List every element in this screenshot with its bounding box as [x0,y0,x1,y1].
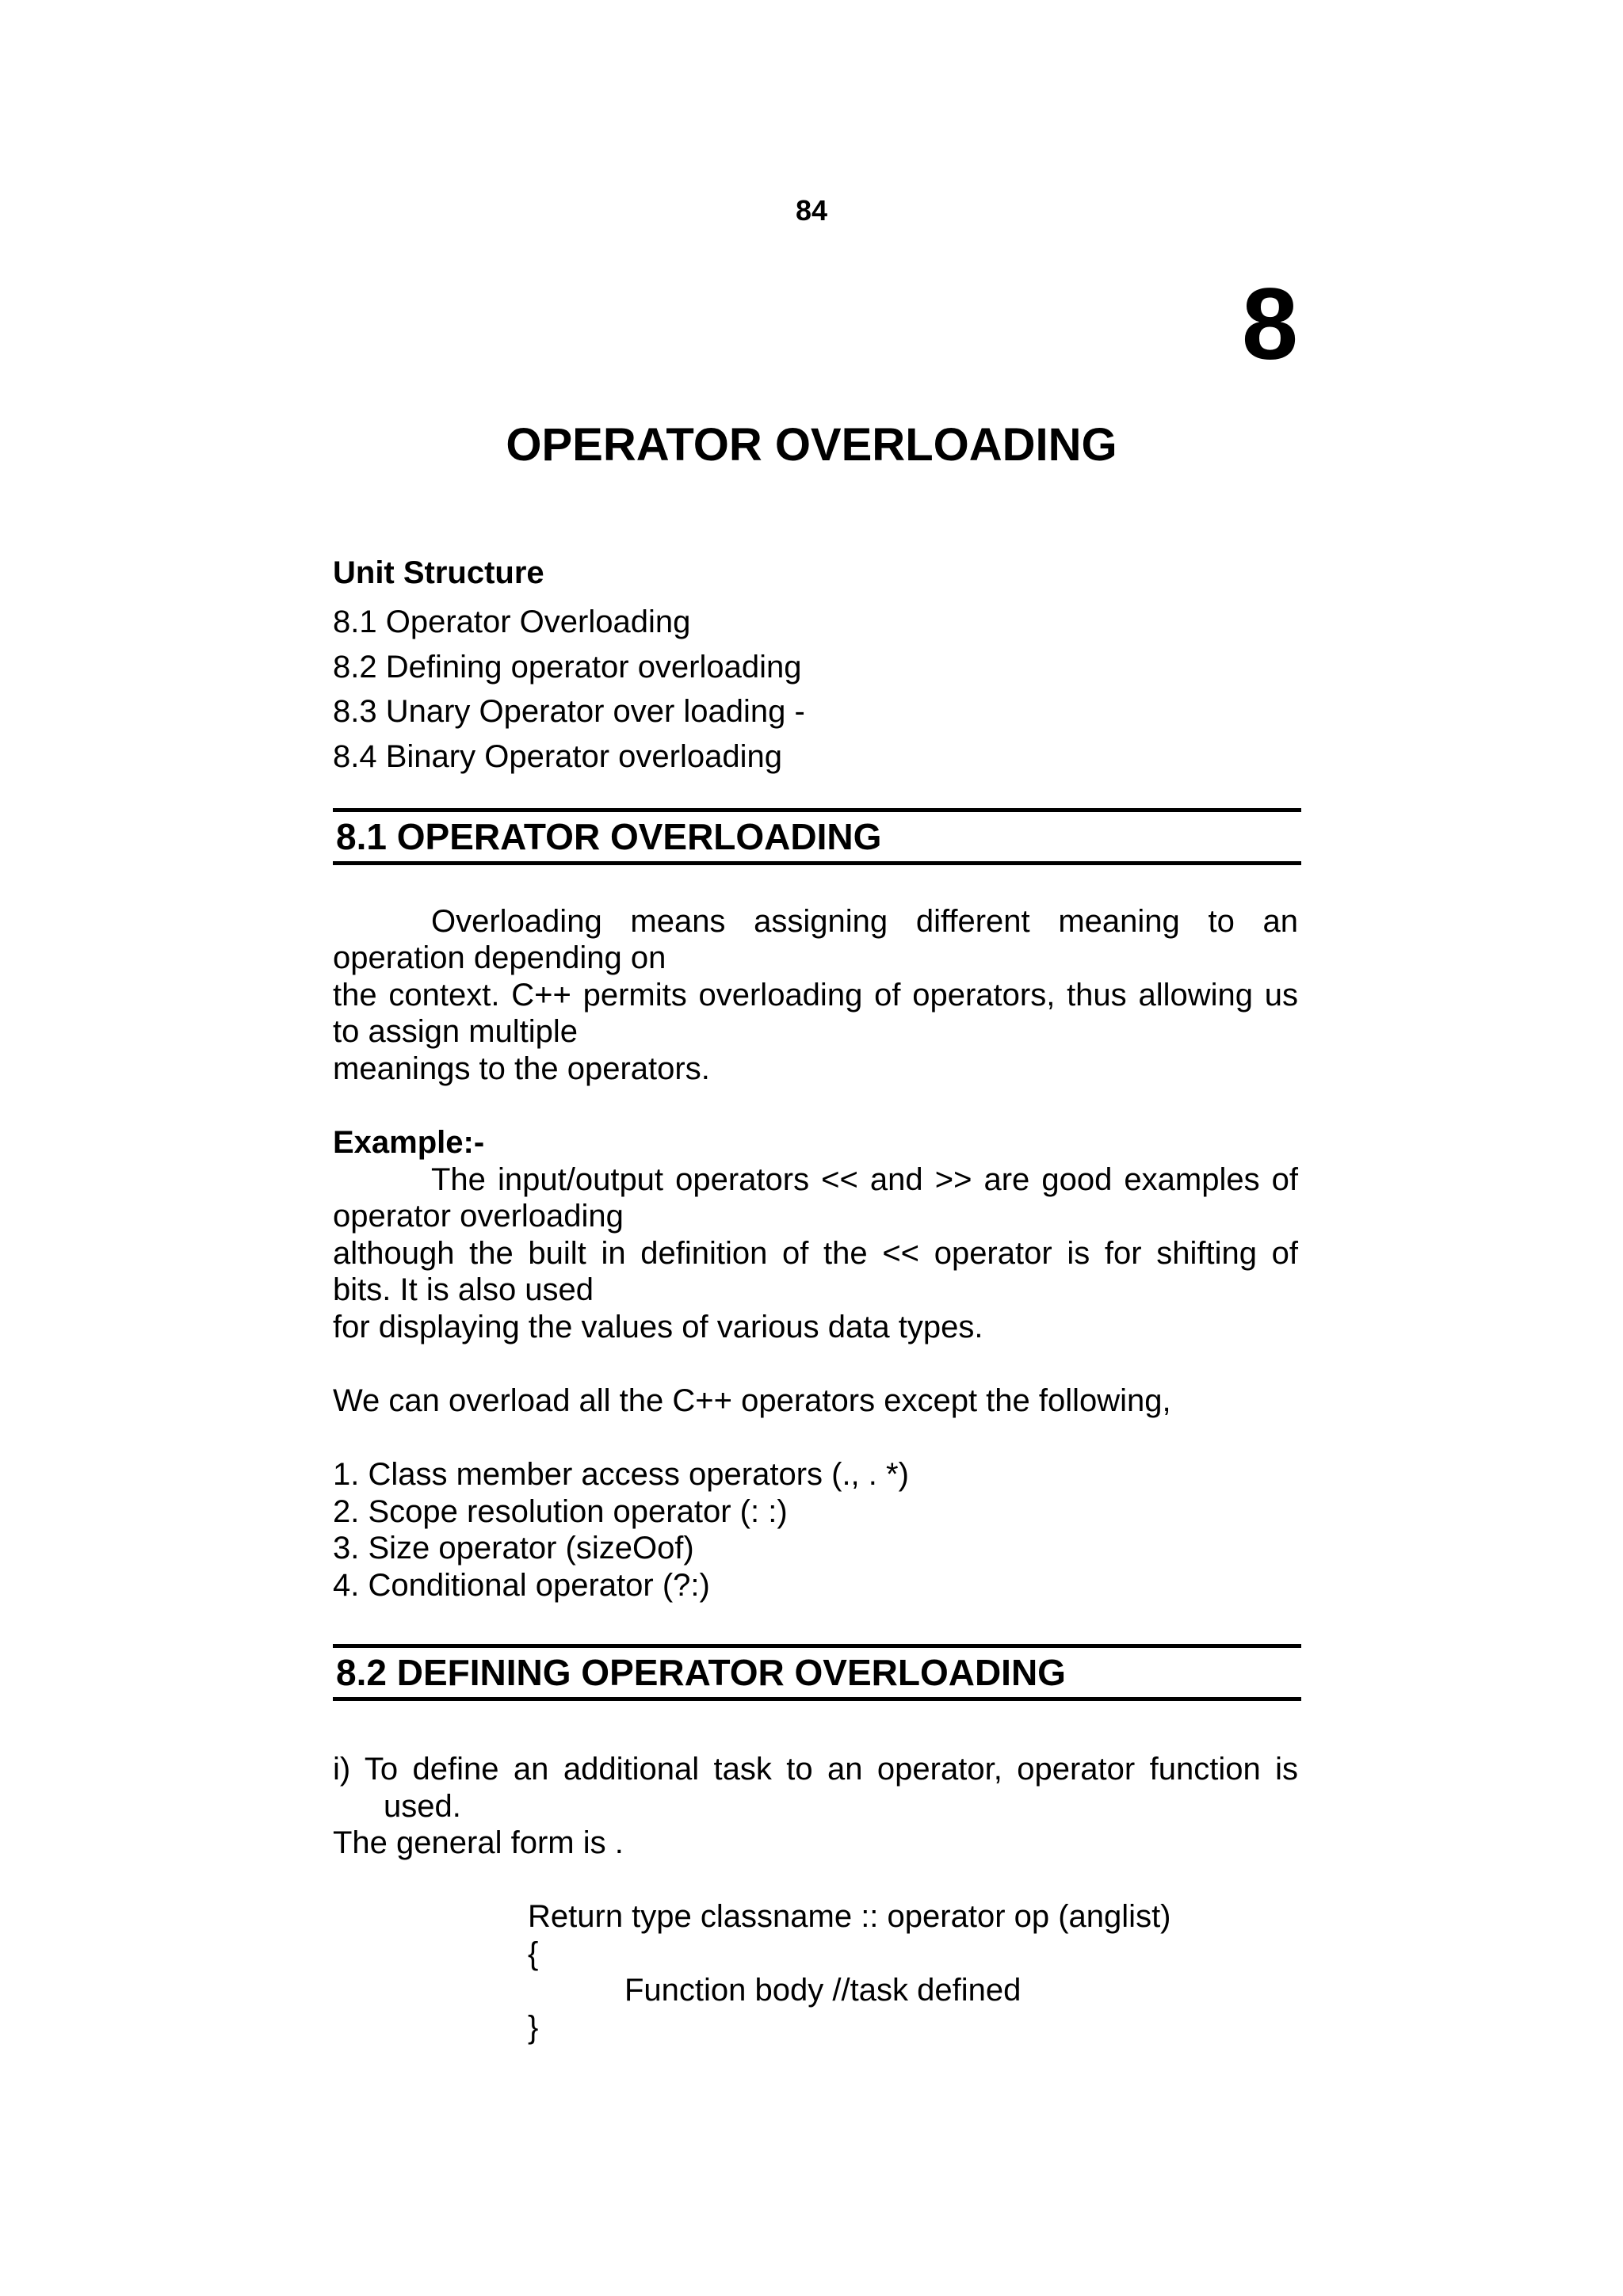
paragraph-line: although the built in definition of the << operator is for shifting of [333,1236,1298,1271]
code-close-brace: } [528,2010,539,2045]
paragraph-line: operation depending on [333,940,666,975]
unit-structure-item: 8.3 Unary Operator over loading - [333,694,805,729]
except-list-item: 2. Scope resolution operator (: :) [333,1494,788,1529]
section-heading-8-2: 8.2 DEFINING OPERATOR OVERLOADING [336,1652,1066,1693]
section-heading-8-1: 8.1 OPERATOR OVERLOADING [336,816,882,857]
code-body-line: Function body //task defined [624,1973,1022,2008]
except-list-item: 3. Size operator (sizeOof) [333,1531,694,1566]
paragraph-line: The input/output operators << and >> are good examples of [431,1162,1298,1197]
example-label: Example:- [333,1125,485,1160]
except-list-item: 4. Conditional operator (?:) [333,1568,710,1603]
general-form-label: The general form is . [333,1825,624,1860]
section-rule-bottom [333,1697,1301,1701]
unit-structure-item: 8.2 Defining operator overloading [333,649,802,685]
page-number: 84 [795,194,828,227]
paragraph-line: the context. C++ permits overloading of operators, thus allowing us [333,978,1298,1013]
paragraph-line: for displaying the values of various data types. [333,1310,983,1344]
section-rule-bottom [333,861,1301,865]
section-rule-top [333,1644,1301,1648]
code-open-brace: { [528,1936,539,1971]
paragraph-line: bits. It is also used [333,1272,594,1307]
except-intro: We can overload all the C++ operators except the following, [333,1383,1171,1418]
paragraph-line: to assign multiple [333,1014,579,1049]
paragraph-line: Overloading means assigning different meaning to an [431,904,1298,939]
section-rule-top [333,808,1301,812]
unit-structure-heading: Unit Structure [333,555,544,590]
paragraph-line: operator overloading [333,1199,624,1234]
unit-structure-item: 8.1 Operator Overloading [333,605,691,639]
paragraph-line: used. [384,1789,461,1824]
unit-structure-item: 8.4 Binary Operator overloading [333,738,782,774]
unit-structure-list [333,600,1298,779]
except-list-item: 1. Class member access operators (., . *) [333,1457,909,1492]
chapter-title: OPERATOR OVERLOADING [506,419,1117,471]
code-signature-line: Return type classname :: operator op (anglist) [528,1899,1171,1934]
paragraph-line: i) To define an additional task to an operator, operator function is [333,1752,1298,1787]
chapter-number: 8 [1241,268,1298,381]
paragraph-line: meanings to the operators. [333,1051,710,1086]
